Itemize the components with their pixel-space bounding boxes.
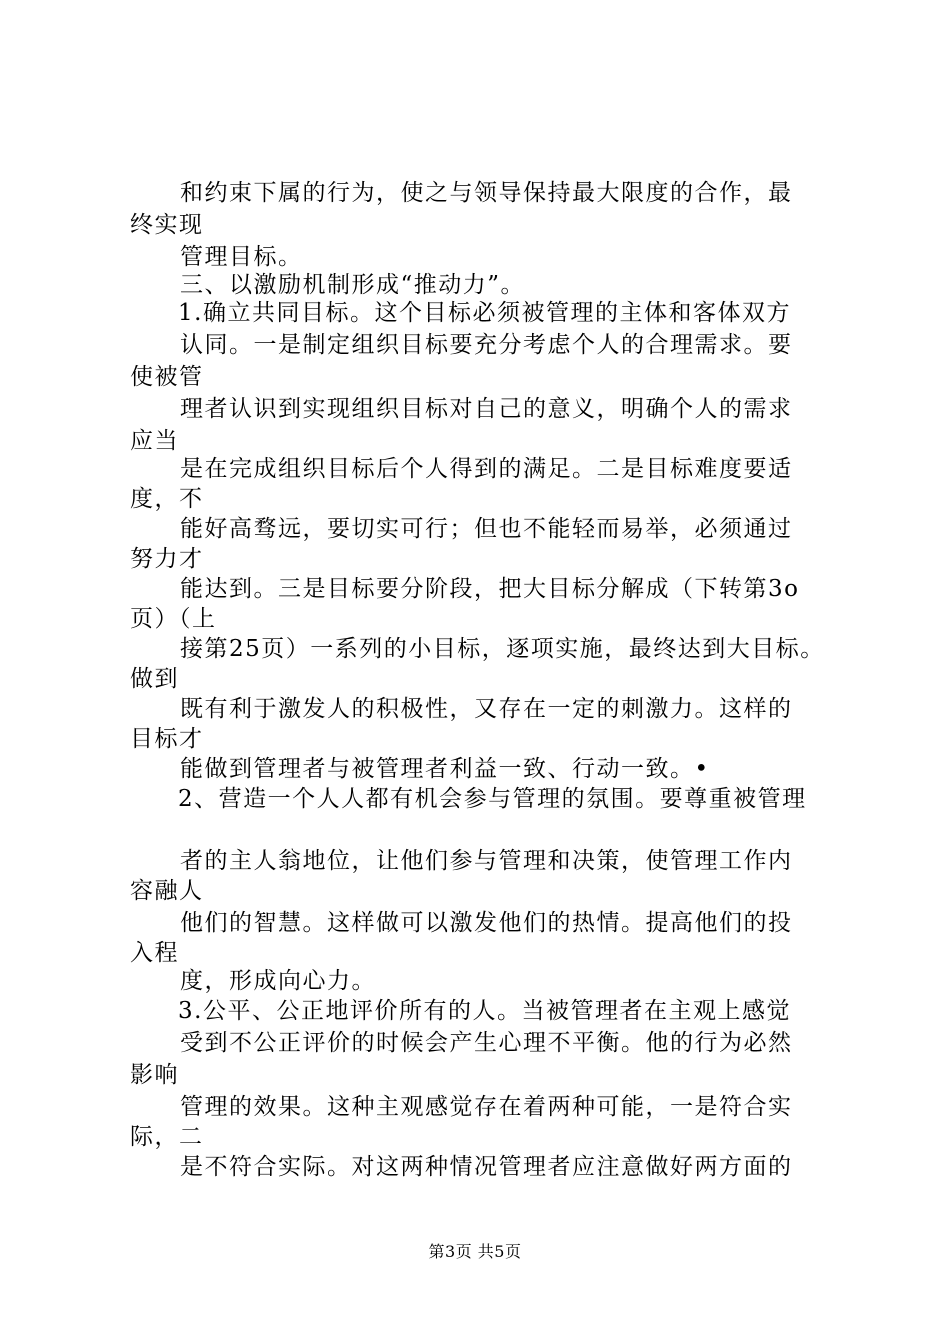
text-line: 接第25页）一系列的小目标，逐项实施，最终达到大目标。 — [180, 636, 825, 662]
text-line: 做到 — [130, 666, 179, 692]
text-line: 能好高骛远，要切实可行；但也不能轻而易举，必须通过 — [180, 516, 793, 542]
text-line: 既有利于激发人的积极性，又存在一定的刺激力。这样的 — [180, 696, 793, 722]
text-line: 入程 — [130, 940, 179, 966]
text-line: 容融人 — [130, 878, 204, 904]
text-line: 3.公平、公正地评价所有的人。当被管理者在主观上感觉 — [178, 998, 791, 1024]
text-line: 度，不 — [130, 486, 204, 512]
text-line: 是不符合实际。对这两种情况管理者应注意做好两方面的 — [180, 1154, 793, 1180]
text-line: 能达到。三是目标要分阶段，把大目标分解成（下转第3o — [180, 576, 800, 602]
text-line: 影响 — [130, 1062, 179, 1088]
text-line: 管理的效果。这种主观感觉存在着两种可能，一是符合实 — [180, 1094, 793, 1120]
text-line: 受到不公正评价的时候会产生心理不平衡。他的行为必然 — [180, 1030, 793, 1056]
text-line: 努力才 — [130, 546, 204, 572]
page-footer: 第3页 共5页 — [428, 1242, 522, 1261]
text-line: 2、营造一个人人都有机会参与管理的氛围。要尊重被管理 — [178, 786, 807, 812]
text-line: 是在完成组织目标后个人得到的满足。二是目标难度要适 — [180, 456, 793, 482]
text-line: 应当 — [130, 428, 179, 454]
text-line: 1.确立共同目标。这个目标必须被管理的主体和客体双方 — [178, 300, 791, 326]
text-line: 理者认识到实现组织目标对自己的意义，明确个人的需求 — [180, 396, 793, 422]
text-line: 管理目标。 — [180, 244, 303, 270]
text-line: 终实现 — [130, 212, 204, 238]
text-line: 际，二 — [130, 1124, 204, 1150]
text-line: 目标才 — [130, 726, 204, 752]
text-line: 页）（上 — [130, 606, 217, 632]
text-line: 和约束下属的行为，使之与领导保持最大限度的合作，最 — [180, 180, 793, 206]
text-line: 者的主人翁地位，让他们参与管理和决策，使管理工作内 — [180, 848, 793, 874]
text-line: 能做到管理者与被管理者利益一致、行动一致。• — [180, 756, 710, 782]
text-line: 度，形成向心力。 — [180, 968, 376, 994]
text-line: 认同。一是制定组织目标要充分考虑个人的合理需求。要 — [180, 332, 793, 358]
text-line: 使被管 — [130, 364, 204, 390]
section-heading: 三、以激励机制形成“推动力”。 — [180, 272, 526, 298]
text-line: 他们的智慧。这样做可以激发他们的热情。提高他们的投 — [180, 910, 793, 936]
